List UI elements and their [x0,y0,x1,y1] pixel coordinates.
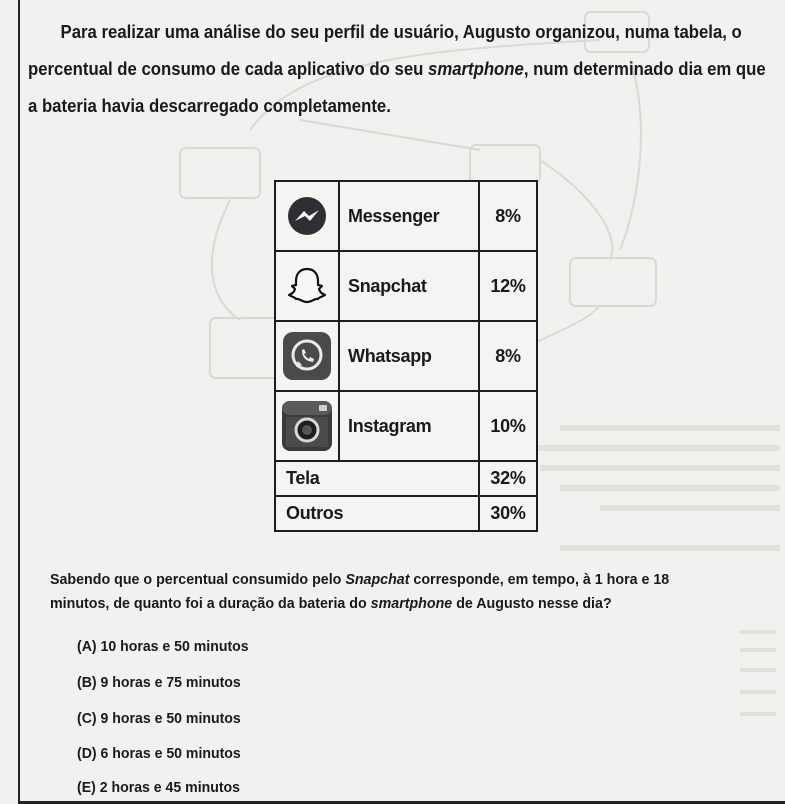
app-percent: 10% [479,391,537,461]
option-text: 2 horas e 45 minutos [99,779,240,796]
option-c[interactable] [77,710,241,727]
option-b[interactable] [77,674,241,691]
messenger-icon [276,192,338,240]
question-part-3: de Augusto nesse dia? [452,595,612,612]
intro-line-2 [28,51,766,88]
table-row [275,461,537,496]
app-percent: 30% [479,496,537,531]
intro-paragraph [28,14,766,125]
app-percent: 8% [479,321,537,391]
app-percent: 12% [479,251,537,321]
option-e[interactable] [77,779,240,796]
option-text: 6 horas e 50 minutos [100,745,241,762]
icon-cell [275,391,339,461]
question-smartphone-emphasis: smartphone [370,595,453,612]
app-name: Outros [275,496,479,531]
table-row [275,251,537,321]
option-text: 10 horas e 50 minutos [100,638,249,655]
intro-line-2-text-end: , num determinado dia em que [523,59,766,79]
option-letter: (E) [77,779,96,796]
icon-cell [275,321,339,391]
app-name: Snapchat [339,251,479,321]
intro-line-2-text: percentual de consumo de cada aplicativo do seu [28,59,429,79]
icon-cell [275,181,339,251]
option-d[interactable] [77,745,241,762]
question-snapchat-emphasis: Snapchat [345,571,410,588]
option-letter: (B) [77,674,97,691]
snapchat-icon [276,264,338,308]
intro-line-1: Para realizar uma análise do seu perfil de usuário, Augusto organizou, numa tabela, o [60,22,742,42]
option-letter: (A) [77,638,97,655]
option-a[interactable] [77,638,249,655]
question-part-1: Sabendo que o percentual consumido pelo [50,571,346,588]
table-row [275,321,537,391]
question-text [50,568,715,616]
icon-cell [275,251,339,321]
app-consumption-table [274,180,538,532]
option-text: 9 horas e 75 minutos [100,674,241,691]
intro-line-3: a bateria havia descarregado completamente. [28,96,391,116]
table-row [275,391,537,461]
app-name: Instagram [339,391,479,461]
option-text: 9 horas e 50 minutos [100,710,241,727]
app-name: Whatsapp [339,321,479,391]
question-part-2: corresponde, em tempo, à 1 hora e 18 minutos, de quanto foi a duração da bateria do [50,571,670,612]
table-row [275,181,537,251]
table-row [275,496,537,531]
whatsapp-icon [276,331,338,381]
app-percent: 8% [479,181,537,251]
option-letter: (D) [77,745,97,762]
app-name: Tela [275,461,479,496]
intro-smartphone-emphasis: smartphone [428,59,524,79]
app-name: Messenger [339,181,479,251]
app-percent: 32% [479,461,537,496]
page-left-border [18,0,20,804]
instagram-icon [276,400,338,452]
option-letter: (C) [77,710,97,727]
